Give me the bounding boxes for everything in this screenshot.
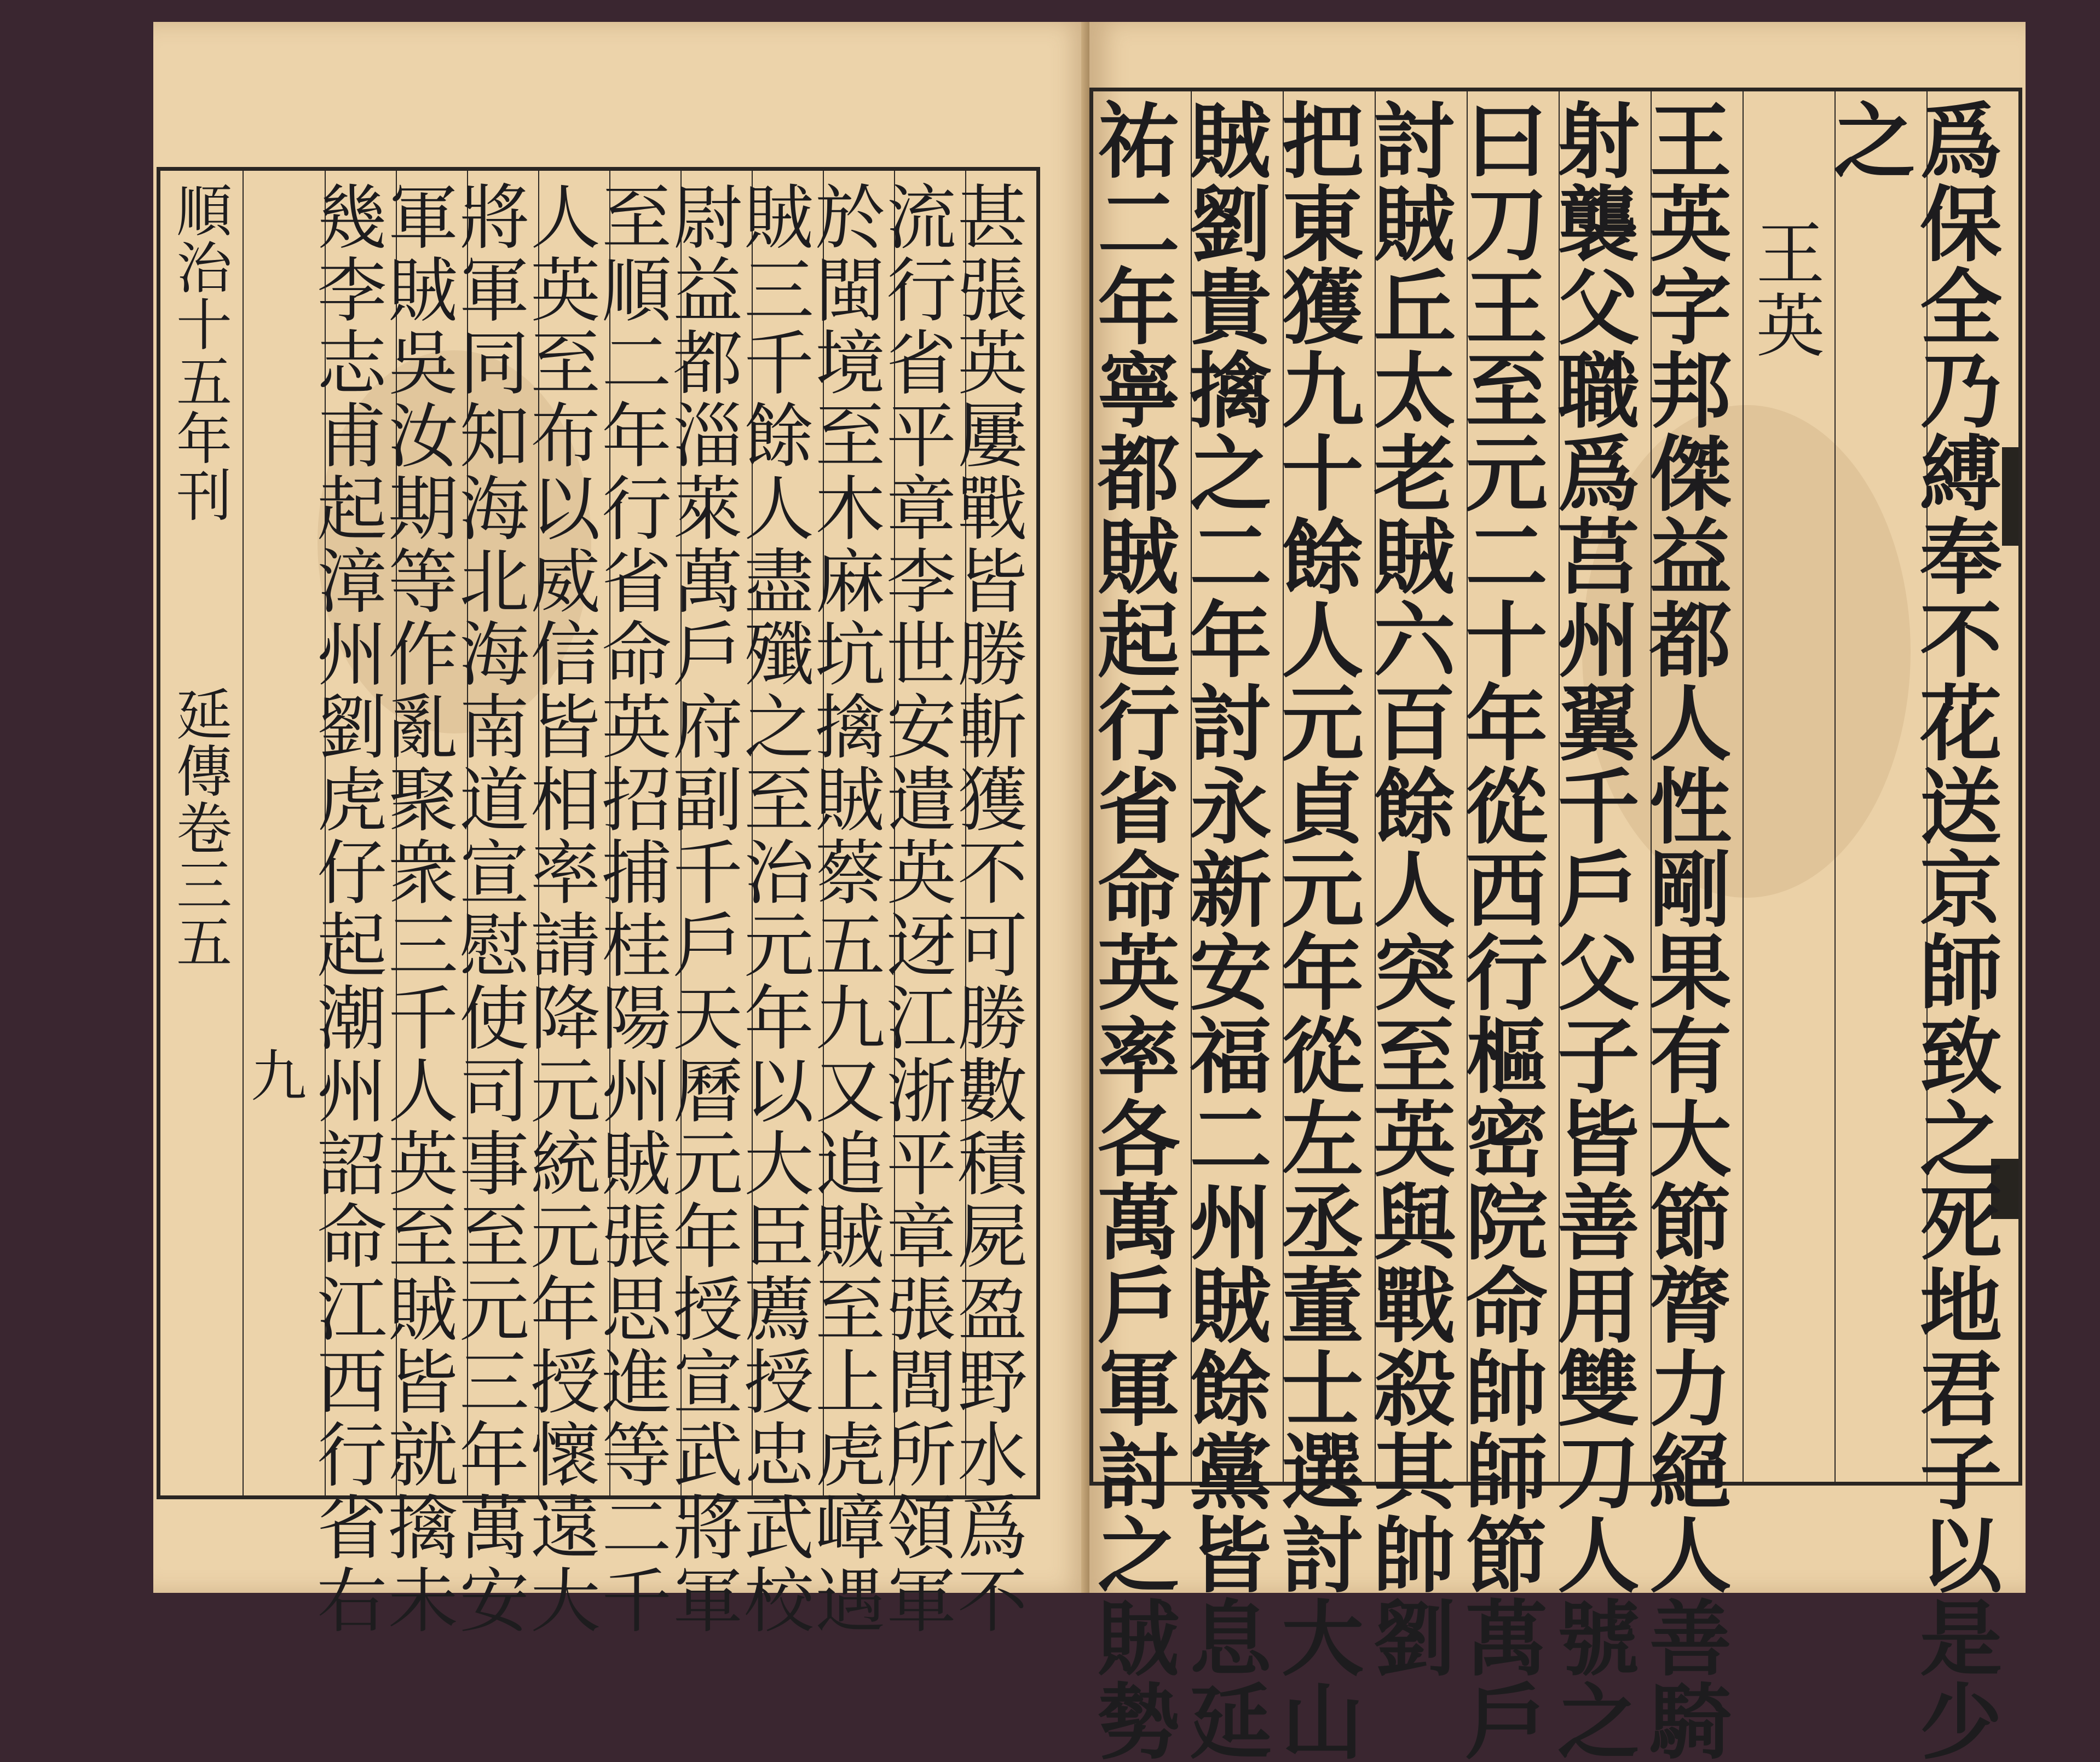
text-column: 人英至布以威信皆相率請降元統元年授懷遠大 — [518, 181, 600, 1637]
text-column: 賊劉貴擒之二年討永新安福二州賊餘黨皆息延 — [1175, 98, 1272, 1762]
right-page — [1083, 22, 2026, 1762]
text-column: 至順二年行省命英招捕桂陽州賊張思進等二千 — [590, 181, 671, 1637]
text-column: 射襲父職爲莒州翼千戶父子皆善用雙刀人號之 — [1543, 98, 1640, 1762]
text-column: 幾李志甫起漳州劉虎仔起潮州詔命江西行省右 — [305, 181, 386, 1637]
text-column: 於閩境至木麻坑擒賊蔡五九又追賊至上虎嶂遇 — [803, 181, 885, 1637]
text-column: 流行省平章李世安遣英迓江浙平章張閭所領軍 — [874, 181, 956, 1637]
text-column: 之 — [1819, 98, 1916, 181]
text-column: 曰刀王至元二十年從西行樞密院命帥師節萬戶 — [1451, 98, 1548, 1762]
margin-title: 順治十五年刊 — [167, 182, 232, 523]
column-rule — [1834, 91, 1836, 1482]
text-column: 爲保全乃縛奉不花送京師致之死地君子以是少 — [1906, 98, 2002, 1762]
text-column: 祐二年寧都賊起行省命英率各萬戶軍討之賊勢 — [1083, 98, 1180, 1762]
text-column: 尉益都淄萊萬戶府副千戶天曆元年授宣武將軍 — [661, 181, 742, 1637]
text-column: 軍賊吳汝期等作亂聚衆三千人英至賊皆就擒未 — [376, 181, 458, 1637]
left-text-frame — [157, 167, 1040, 1637]
margin-chapter: 延傳卷三五 — [167, 685, 232, 970]
text-column: 把東獲九十餘人元貞元年從左丞董士選討大山 — [1267, 98, 1364, 1762]
text-column: 甚張英屢戰皆勝斬獲不可勝數積屍盈野水爲不 — [945, 181, 1027, 1637]
left-page — [153, 22, 1089, 1637]
margin-rule — [243, 171, 244, 1495]
text-column: 討賊丘太老賊六百餘人突至英與戰殺其帥劉 — [1359, 98, 1456, 1679]
right-text-frame — [1083, 88, 2022, 1762]
folio-number: 九 — [241, 1047, 307, 1104]
text-column: 賊三千餘人盡殲之至治元年以大臣薦授忠武校 — [732, 181, 814, 1637]
biography-heading: 王英 — [1745, 217, 1825, 362]
text-column: 將軍同知海北海南道宣慰使司事至元三年萬安 — [447, 181, 529, 1637]
text-column: 王英字邦傑益都人性剛果有大節膂力絕人善騎 — [1635, 98, 1732, 1762]
